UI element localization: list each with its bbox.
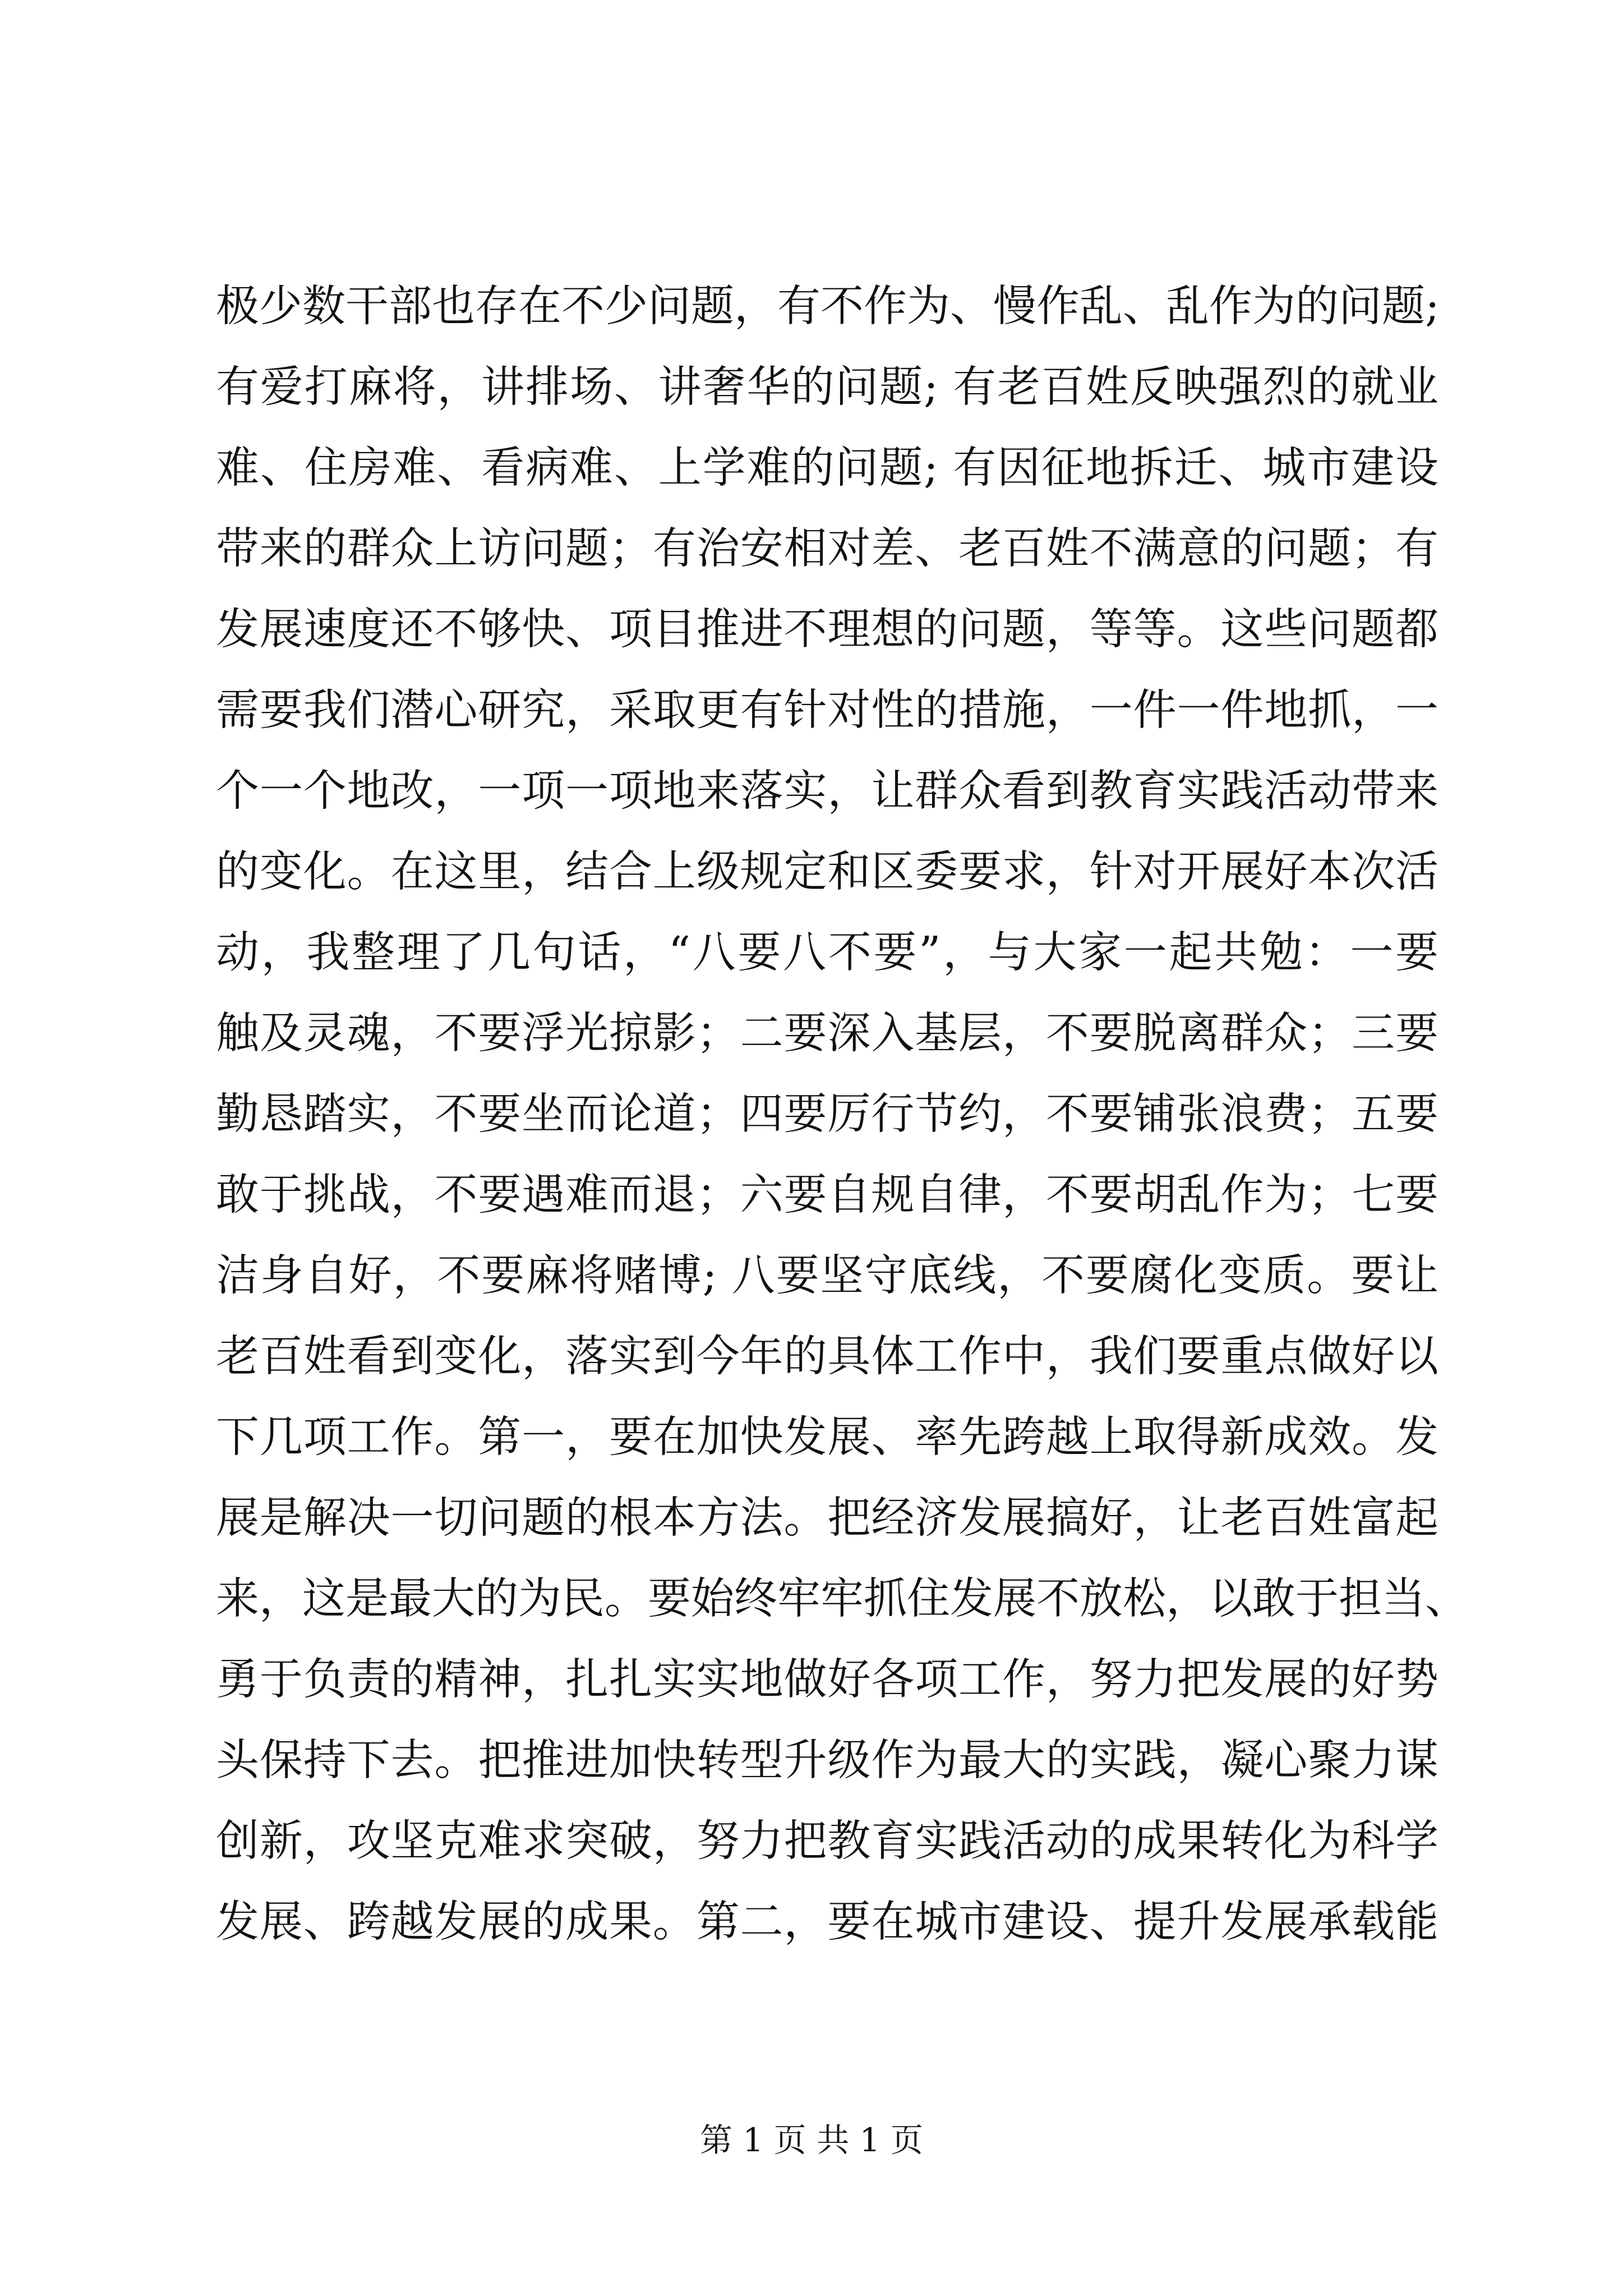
text-line: 勤恳踏实，不要坐而论道；四要厉行节约，不要铺张浪费；五要: [216, 1089, 1438, 1139]
text-line: 触及灵魂，不要浮光掠影；二要深入基层，不要脱离群众；三要: [216, 1009, 1438, 1059]
text-line: 老百姓看到变化，落实到今年的具体工作中，我们要重点做好以: [216, 1332, 1438, 1382]
text-line: 头保持下去。把推进加快转型升级作为最大的实践，凝心聚力谋: [216, 1736, 1438, 1786]
text-line: 个一个地改，一项一项地来落实，让群众看到教育实践活动带来: [216, 766, 1438, 816]
body-text: [216, 266, 1468, 1963]
text-line: 下几项工作。第一，要在加快发展、率先跨越上取得新成效。发: [216, 1412, 1438, 1462]
text-line: 来，这是最大的为民。要始终牢牢抓住发展不放松，以敢于担当、: [216, 1574, 1468, 1624]
text-line: 动，我整理了几句话，“八要八不要”，与大家一起共勉：一要: [216, 928, 1438, 978]
page-number-label: 第 1 页 共 1 页: [700, 2121, 923, 2159]
text-line: 的变化。在这里，结合上级规定和区委要求，针对开展好本次活: [216, 847, 1438, 897]
text-line: 带来的群众上访问题；有治安相对差、老百姓不满意的问题；有: [216, 524, 1438, 574]
text-line: 展是解决一切问题的根本方法。把经济发展搞好，让老百姓富起: [216, 1493, 1438, 1543]
text-line: 洁身自好，不要麻将赌博; 八要坚守底线，不要腐化变质。要让: [216, 1251, 1438, 1301]
text-line: 需要我们潜心研究，采取更有针对性的措施，一件一件地抓，一: [216, 685, 1438, 735]
text-line: 创新，攻坚克难求突破，努力把教育实践活动的成果转化为科学: [216, 1816, 1438, 1866]
text-line: 发展速度还不够快、项目推进不理想的问题，等等。这些问题都: [216, 605, 1438, 655]
text-line: 极少数干部也存在不少问题，有不作为、慢作乱、乱作为的问题;: [216, 282, 1440, 332]
text-line: 难、住房难、看病难、上学难的问题; 有因征地拆迁、城市建设: [216, 443, 1438, 493]
page-footer: [0, 2118, 1623, 2162]
text-line: 发展、跨越发展的成果。第二，要在城市建设、提升发展承载能: [216, 1897, 1438, 1947]
text-line: 有爱打麻将，讲排场、讲奢华的问题; 有老百姓反映强烈的就业: [216, 362, 1438, 412]
text-line: 勇于负责的精神，扎扎实实地做好各项工作，努力把发展的好势: [216, 1655, 1438, 1705]
text-line: 敢于挑战，不要遇难而退；六要自规自律，不要胡乱作为；七要: [216, 1170, 1438, 1220]
